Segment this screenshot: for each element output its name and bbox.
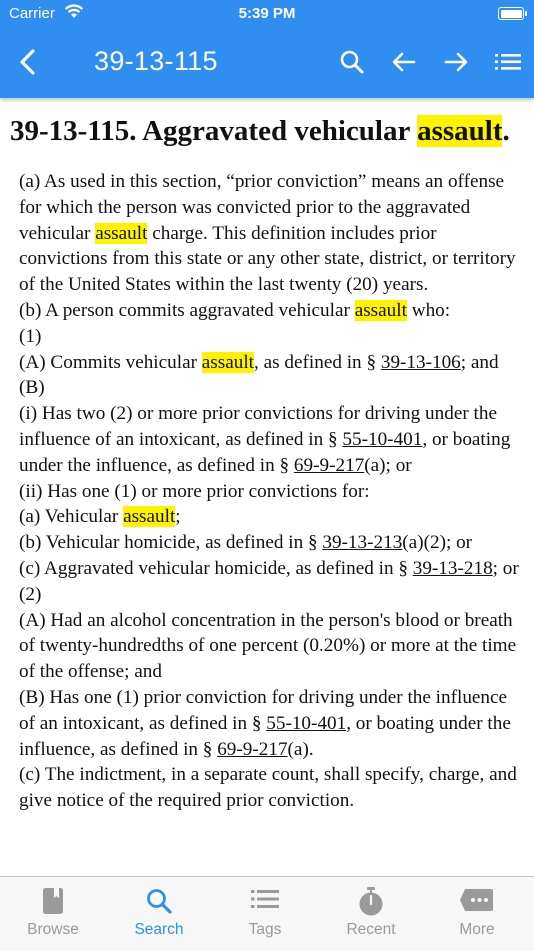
search-highlight: assault: [201, 351, 255, 373]
top-navigation-bar: [0, 0, 534, 98]
paragraph-b2: (2): [19, 583, 42, 605]
section-body: [11, 169, 523, 814]
statute-link[interactable]: 55-10-401: [342, 428, 423, 450]
tab-search[interactable]: [106, 877, 212, 951]
statute-link[interactable]: 69-9-217: [293, 454, 365, 476]
tab-label: Search: [134, 921, 184, 938]
previous-arrow-icon[interactable]: [388, 46, 420, 78]
paragraph-b1Bii-b: (b) Vehicular homicide, as defined in § 39-13-213(a)(2); or: [19, 532, 473, 554]
back-chevron-icon[interactable]: [12, 46, 44, 78]
search-icon: [106, 887, 212, 917]
statute-link[interactable]: 39-13-218: [412, 557, 493, 579]
paragraph-b: (b) A person commits aggravated vehicular assault who:: [19, 299, 451, 321]
search-icon[interactable]: [336, 46, 368, 78]
tab-more[interactable]: [424, 877, 530, 951]
search-highlight: assault: [417, 115, 503, 147]
carrier-label: Carrier: [9, 5, 55, 22]
status-time: 5:39 PM: [238, 5, 296, 22]
next-arrow-icon[interactable]: [440, 46, 472, 78]
section-heading: [10, 112, 524, 151]
book-icon: [0, 887, 106, 917]
tab-label: Browse: [27, 921, 79, 938]
list-icon[interactable]: [492, 46, 524, 78]
search-highlight: assault: [95, 222, 148, 244]
search-highlight: assault: [354, 299, 407, 321]
tab-label: Tags: [248, 921, 282, 938]
tab-browse[interactable]: [0, 877, 106, 951]
tab-recent[interactable]: [318, 877, 424, 951]
statute-link[interactable]: 55-10-401: [266, 712, 347, 734]
statute-link[interactable]: 39-13-106: [380, 351, 461, 373]
page-title: 39-13-115: [94, 46, 218, 76]
nav-row: [0, 34, 534, 90]
bottom-tab-bar: [0, 876, 534, 951]
paragraph-b1Bii: (ii) Has one (1) or more prior convictions for:: [19, 480, 370, 502]
paragraph-b1Bii-c: (c) Aggravated vehicular homicide, as defined in § 39-13-218; or: [19, 557, 519, 579]
paragraph-b2A: (A) Had an alcohol concentration in the person's blood or breath of twenty-hundredths of one percent (0.20%) or more at the time of the offense; and: [19, 609, 517, 683]
paragraph-a: (a) As used in this section, “prior conviction” means an offense for which the person was convicted prior to the aggravated vehicular assault charge. This definition includes prior convictions from this state or any other state, district, or territory of the United States within the last twenty (20) years.: [19, 171, 516, 296]
paragraph-b1B: (B): [19, 377, 45, 399]
heading-text: 39-13-115. Aggravated vehicular: [10, 115, 418, 147]
paragraph-b1: (1): [19, 325, 42, 347]
paragraph-b1Bii-a: (a) Vehicular assault;: [19, 506, 181, 528]
status-bar: [0, 0, 534, 28]
paragraph-c: (c) The indictment, in a separate count, shall specify, charge, and give notice of the required prior conviction.: [19, 764, 517, 812]
statute-link[interactable]: 39-13-213: [322, 532, 403, 554]
document-content[interactable]: [0, 98, 534, 876]
paragraph-b2B: (B) Has one (1) prior conviction for driving under the influence of an intoxicant, as defined in § 55-10-401, or boating under the influence, as defined in § 69-9-217(a).: [19, 686, 511, 760]
more-dots-icon: [424, 887, 530, 917]
heading-text-end: .: [502, 115, 510, 147]
paragraph-b1A: (A) Commits vehicular assault, as defined in § 39-13-106; and: [19, 351, 499, 373]
paragraph-b1Bi: (i) Has two (2) or more prior convictions for driving under the influence of an intoxicant, as defined in § 55-10-401, or boating under the influence, as defined in § 69-9-217(a); or: [19, 403, 511, 476]
tab-label: More: [459, 921, 495, 938]
battery-icon: [498, 7, 524, 20]
tab-label: Recent: [346, 921, 396, 938]
list-icon: [212, 887, 318, 917]
search-highlight: assault: [123, 506, 176, 528]
statute-link[interactable]: 69-9-217: [217, 738, 288, 760]
stopwatch-icon: [318, 887, 424, 917]
tab-tags[interactable]: [212, 877, 318, 951]
